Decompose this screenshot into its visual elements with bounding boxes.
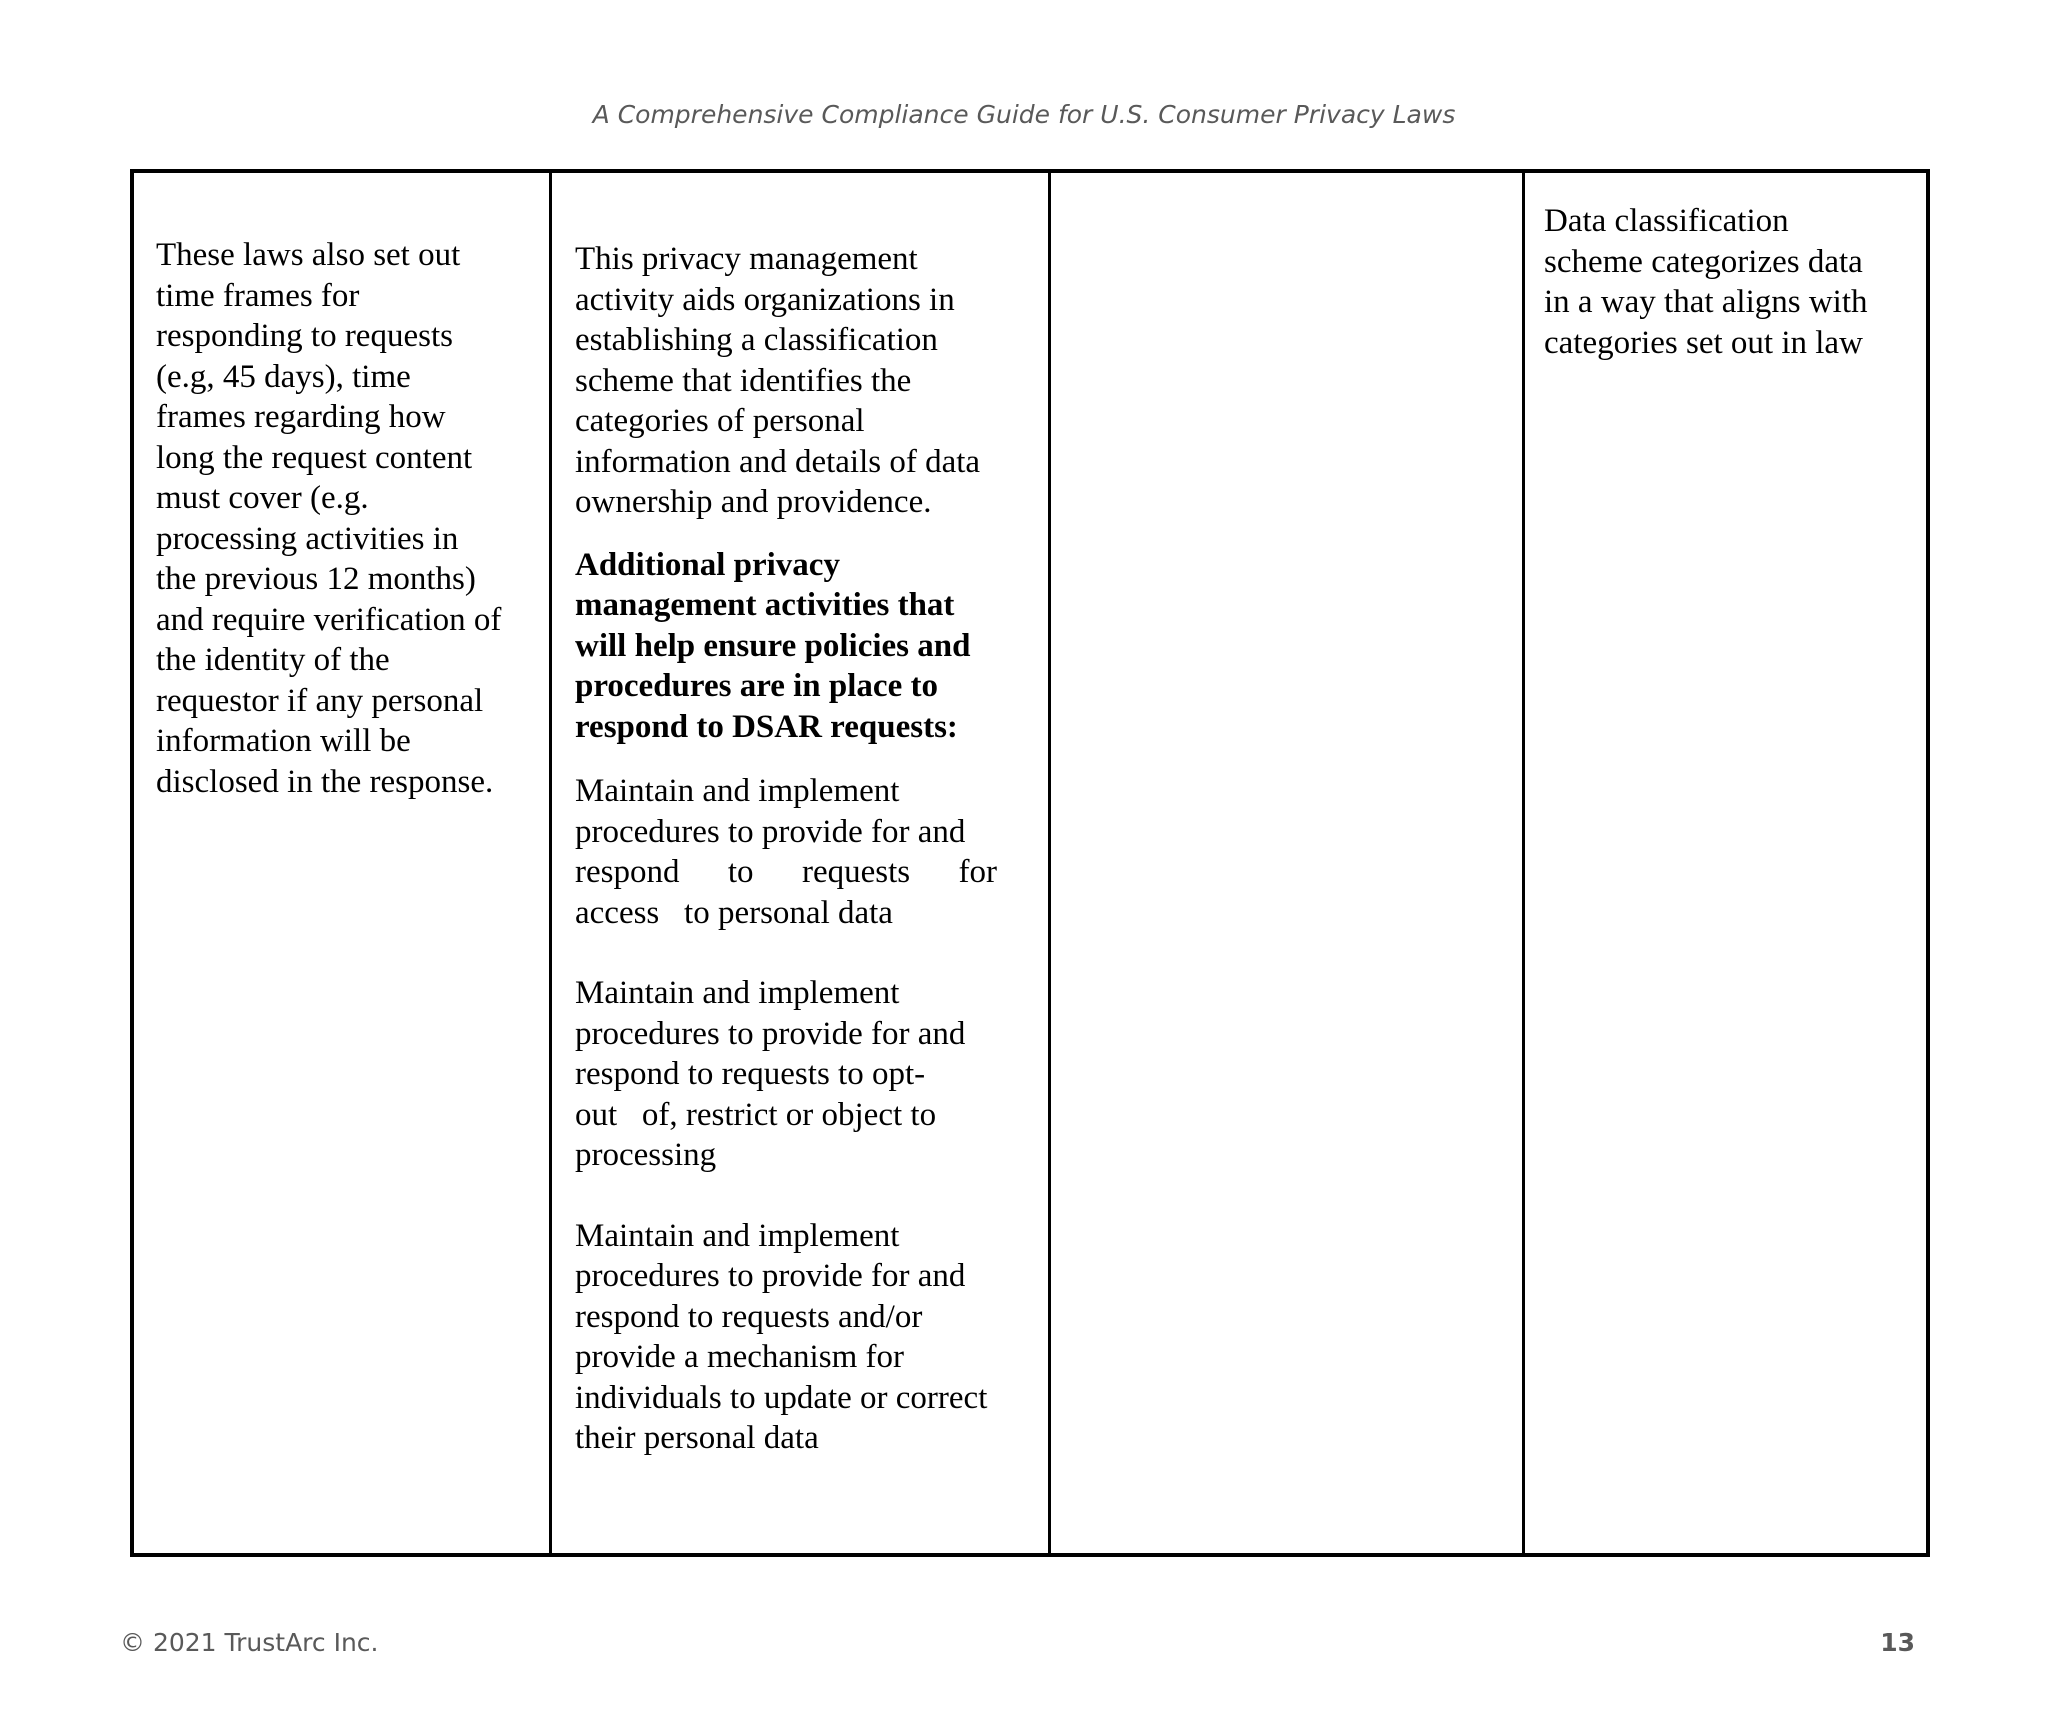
text-line: responding to requests	[156, 318, 453, 354]
text-line: access to personal data	[575, 894, 893, 931]
text-line: Data classification	[1544, 203, 1789, 239]
text-line: their personal data	[575, 1420, 819, 1456]
section-heading	[575, 545, 1015, 748]
text-line: processing	[575, 1137, 717, 1173]
running-header: A Comprehensive Compliance Guide for U.S. Consumer Privacy Laws	[592, 100, 1456, 129]
text-line: out of, restrict or object to	[575, 1096, 937, 1133]
page-number: 13	[1880, 1628, 1915, 1657]
text-line: Maintain and implement	[575, 1217, 900, 1254]
column-divider	[1522, 173, 1525, 1553]
text-line: procedures are in place to	[575, 668, 938, 704]
text-line: establishing a classification	[575, 322, 938, 358]
column-divider	[1048, 173, 1051, 1553]
text-line: scheme categorizes data	[1544, 243, 1863, 280]
text-line: This privacy management	[575, 241, 918, 277]
text-line: ownership and providence.	[575, 484, 932, 520]
copyright-notice: © 2021 TrustArc Inc.	[120, 1628, 379, 1657]
text-line: procedures to provide for and	[575, 1015, 966, 1052]
text-line: in a way that aligns with	[1544, 284, 1868, 320]
text-line: Maintain and implement	[575, 773, 900, 809]
text-line: management activities that	[575, 587, 955, 623]
text-line: respond to requests to opt-	[575, 1056, 926, 1092]
text-line: the identity of the	[156, 642, 390, 678]
text-line: Additional privacy	[575, 546, 840, 583]
text-line: processing activities in	[156, 520, 459, 557]
text-line: procedures to provide for and	[575, 1258, 966, 1294]
text-line: provide a mechanism for	[575, 1339, 904, 1375]
text-line: disclosed in the response.	[156, 763, 494, 800]
text-line: respond to requests and/or	[575, 1298, 923, 1335]
text-line: (e.g, 45 days), time	[156, 358, 411, 395]
text-line: requestor if any personal	[156, 682, 484, 719]
text-line: categories of personal	[575, 403, 865, 439]
text-line: These laws also set out	[156, 237, 461, 273]
text-line: respond to DSAR requests:	[575, 708, 958, 745]
cell-col1	[156, 235, 536, 802]
text-line: information will be	[156, 723, 411, 759]
text-line: procedures to provide for and	[575, 813, 966, 850]
text-line: individuals to update or correct	[575, 1379, 988, 1416]
activity-item	[575, 771, 1015, 933]
text-line: frames regarding how	[156, 399, 446, 435]
text-line: Maintain and implement	[575, 975, 900, 1011]
text-line: the previous 12 months)	[156, 561, 476, 597]
text-line: time frames for	[156, 277, 360, 314]
activity-item	[575, 973, 1015, 1176]
cell-col2	[575, 239, 1015, 1459]
text-line: long the request content	[156, 439, 473, 476]
text-line: categories set out in law	[1544, 324, 1863, 361]
text-line: must cover (e.g.	[156, 480, 369, 516]
text-line: will help ensure policies and	[575, 627, 971, 664]
activity-item	[575, 1216, 1015, 1459]
text-line: activity aids organizations in	[575, 281, 955, 318]
text-line: respond to requests for	[575, 854, 997, 890]
cell-col4	[1544, 201, 1914, 363]
text-line: and require verification of	[156, 601, 502, 638]
compliance-table	[130, 169, 1930, 1557]
intro-paragraph	[575, 239, 1015, 523]
column-divider	[549, 173, 552, 1553]
text-line: information and details of data	[575, 443, 981, 480]
text-line: scheme that identifies the	[575, 362, 912, 399]
